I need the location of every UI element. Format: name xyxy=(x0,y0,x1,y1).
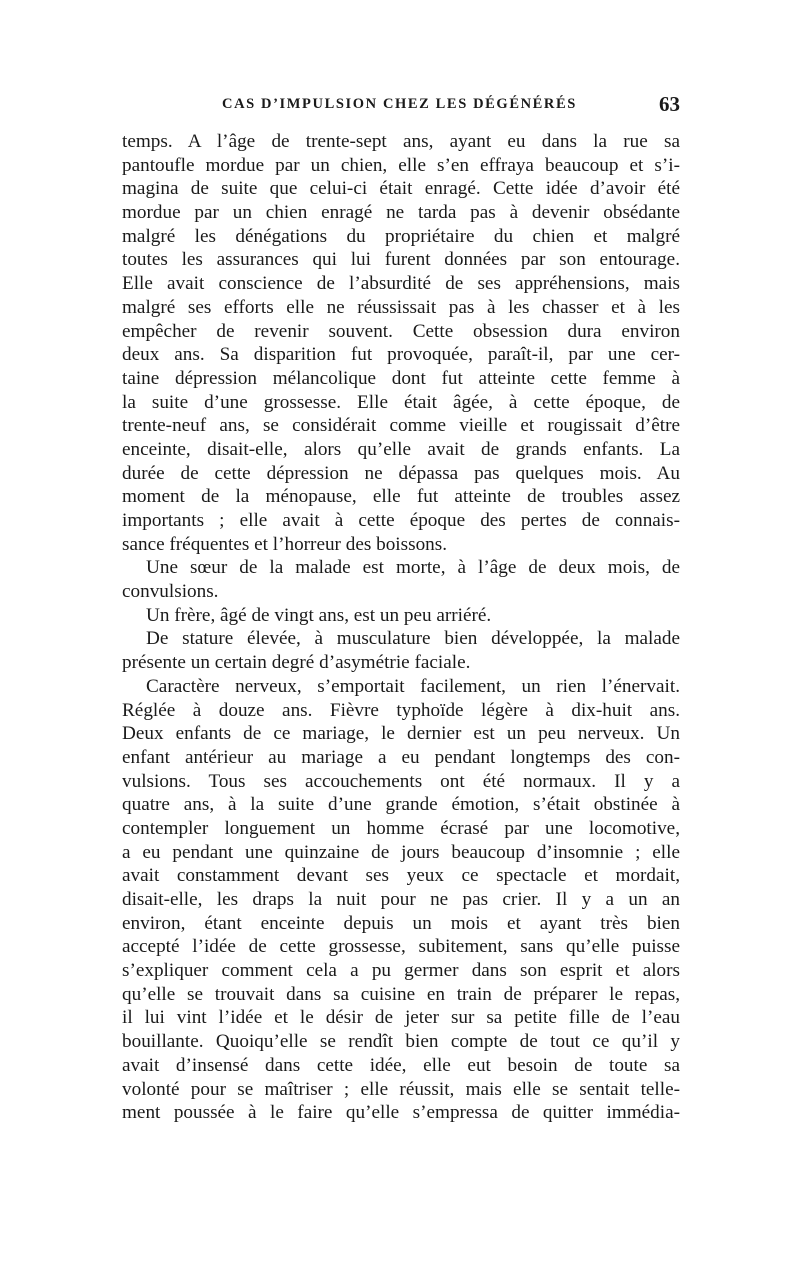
text-line: malgré les dénégations du propriétaire du chien et malgré xyxy=(122,225,680,247)
text-line: importants ; elle avait à cette époque des pertes de connais- xyxy=(122,510,680,531)
text-line: Caractère nerveux, s’emportait facilement, un rien l’énervait. xyxy=(146,675,680,697)
text-line: mordue par un chien enragé ne tarda pas à devenir obsédante xyxy=(122,202,680,224)
text-line: environ, étant enceinte depuis un mois et ayant très bien xyxy=(122,912,680,934)
text-line: taine dépression mélancolique dont fut atteinte cette femme à xyxy=(122,367,680,389)
text-line: a eu pendant une quinzaine de jours beaucoup d’insomnie ; elle xyxy=(122,841,680,863)
text-line: De stature élevée, à musculature bien développée, la malade xyxy=(146,628,680,650)
text-line: Elle avait conscience de l’absurdité de ses appréhensions, mais xyxy=(122,273,680,295)
text-line: malgré ses efforts elle ne réussissait pas à les chasser et à les xyxy=(122,296,680,318)
text-line: enceinte, disait-elle, alors qu’elle avait de grands enfants. La xyxy=(122,438,680,460)
text-line: s’expliquer comment cela a pu germer dans son esprit et alors xyxy=(122,960,680,982)
text-line: Une sœur de la malade est morte, à l’âge de deux mois, de xyxy=(146,557,680,579)
text-line: quatre ans, à la suite d’une grande émotion, s’était obstinée à xyxy=(122,794,680,816)
text-line: magina de suite que celui-ci était enragé. Cette idée d’avoir été xyxy=(122,178,680,200)
text-line: la suite d’une grossesse. Elle était âgée, à cette époque, de xyxy=(122,391,680,413)
text-line: toutes les assurances qui lui furent données par son entourage. xyxy=(122,249,680,271)
text-line: deux ans. Sa disparition fut provoquée, paraît-il, par une cer- xyxy=(122,344,680,366)
text-line: vulsions. Tous ses accouchements ont été normaux. Il y a xyxy=(122,770,680,792)
text-line: avait constamment devant ses yeux ce spectacle et mordait, xyxy=(122,865,680,887)
text-line: volonté pour se maîtriser ; elle réussit, mais elle se sentait telle- xyxy=(122,1078,680,1100)
text-line: empêcher de revenir souvent. Cette obsession dura environ xyxy=(122,320,680,342)
text-line: Réglée à douze ans. Fièvre typhoïde légère à dix-huit ans. xyxy=(122,699,680,721)
text-line: ment poussée à le faire qu’elle s’empressa de quitter immédia- xyxy=(122,1102,680,1124)
body-text xyxy=(122,130,680,1125)
text-line: présente un certain degré d’asymétrie faciale. xyxy=(122,652,471,674)
text-line: moment de la ménopause, elle fut atteinte de troubles assez xyxy=(122,486,680,508)
text-line: contempler longuement un homme écrasé par une locomotive, xyxy=(122,817,680,839)
running-title: CAS D’IMPULSION CHEZ LES DÉGÉNÉRÉS xyxy=(222,96,577,112)
text-line: temps. A l’âge de trente-sept ans, ayant eu dans la rue sa xyxy=(122,131,680,152)
text-line: accepté l’idée de cette grossesse, subitement, sans qu’elle puisse xyxy=(122,936,680,958)
text-line: trente-neuf ans, se considérait comme vieille et rougissait d’être xyxy=(122,415,680,437)
text-line: enfant antérieur au mariage a eu pendant longtemps des con- xyxy=(122,746,680,768)
text-line: avait d’insensé dans cette idée, elle eut besoin de toute sa xyxy=(122,1054,680,1076)
running-head xyxy=(122,92,680,122)
text-line: durée de cette dépression ne dépassa pas quelques mois. Au xyxy=(122,462,680,484)
text-line: Un frère, âgé de vingt ans, est un peu arriéré. xyxy=(146,604,492,626)
text-line: qu’elle se trouvait dans sa cuisine en train de préparer le repas, xyxy=(122,983,680,1005)
page-number: 63 xyxy=(659,92,680,116)
text-line: il lui vint l’idée et le désir de jeter sur sa petite fille de l’eau xyxy=(122,1007,680,1029)
text-line: disait-elle, les draps la nuit pour ne pas crier. Il y a un an xyxy=(122,889,680,910)
text-line: pantoufle mordue par un chien, elle s’en effraya beaucoup et s’i- xyxy=(122,154,680,176)
text-line: bouillante. Quoiqu’elle se rendît bien compte de tout ce qu’il y xyxy=(122,1031,680,1053)
text-line: sance fréquentes et l’horreur des boissons. xyxy=(122,533,448,555)
text-line: Deux enfants de ce mariage, le dernier est un peu nerveux. Un xyxy=(122,723,680,745)
text-line: convulsions. xyxy=(122,581,219,603)
